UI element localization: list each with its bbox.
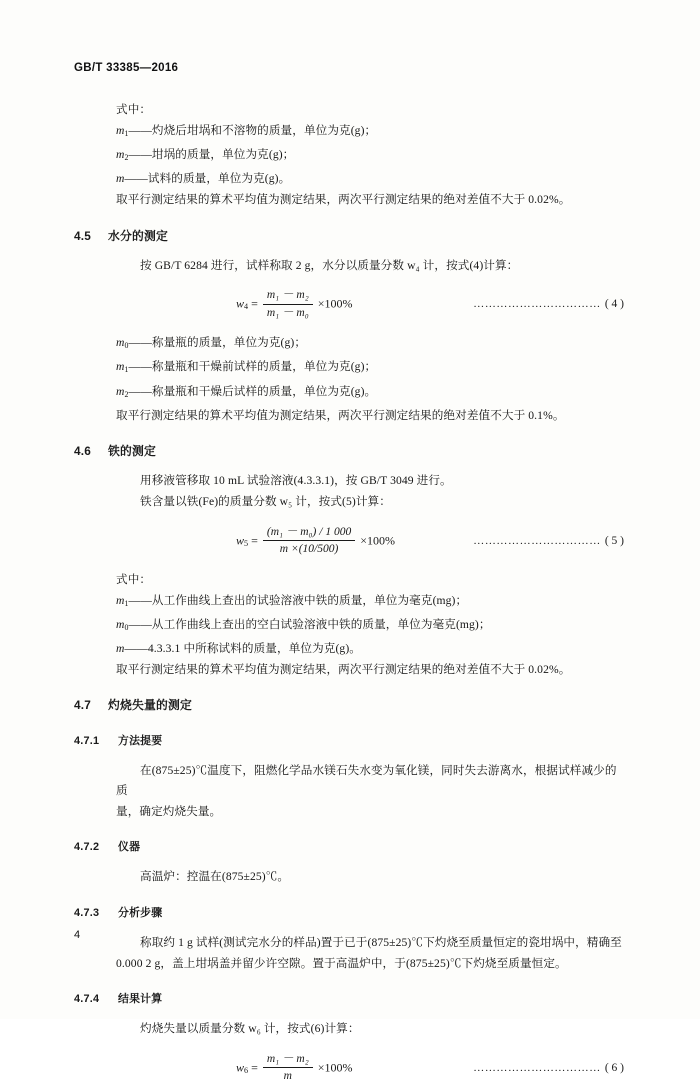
symbol-definition-m2-a bbox=[116, 145, 624, 168]
equation-row-6 bbox=[116, 1052, 624, 1084]
symbol-subscript: 2 bbox=[124, 389, 129, 399]
symbol-subscript: 2 bbox=[124, 153, 129, 163]
paragraph-4-7-4-1: 灼烧失量以质量分数 w₆ 计，按式(6)计算： bbox=[140, 1022, 360, 1036]
definition-text: ——灼烧后坩埚和不溶物的质量，单位为克(g)； bbox=[128, 124, 377, 137]
equation-4 bbox=[236, 288, 353, 320]
section-title: 结果计算 bbox=[118, 993, 163, 1006]
document-body bbox=[74, 100, 630, 1084]
section-number: 4.7.2 bbox=[74, 841, 100, 854]
equation-lhs-subscript: 6 bbox=[244, 1065, 249, 1075]
equation-lhs: w bbox=[236, 533, 245, 548]
symbol-m: m bbox=[116, 593, 125, 607]
section-title: 水分的测定 bbox=[108, 228, 168, 243]
symbol-m: m bbox=[116, 336, 125, 350]
paragraph-4-7-1-2: 量，确定灼烧失量。 bbox=[116, 804, 222, 818]
fraction-4 bbox=[263, 288, 313, 320]
symbol-definition-m-c bbox=[116, 639, 624, 659]
equation-number-5: ( 5 ) bbox=[604, 534, 624, 547]
symbol-m: m bbox=[116, 360, 125, 374]
section-title: 仪器 bbox=[118, 841, 141, 854]
equation-lhs: w bbox=[236, 296, 245, 311]
section-title: 铁的测定 bbox=[108, 444, 156, 459]
section-number: 4.7 bbox=[74, 698, 91, 713]
section-number: 4.6 bbox=[74, 444, 91, 459]
paragraph-4-5-1: 按 GB/T 6284 进行，试样称取 2 g，水分以质量分数 w₄ 计，按式(4)计算： bbox=[140, 258, 519, 272]
section-heading-4-7-2 bbox=[74, 838, 624, 857]
definition-text: ——称量瓶和干燥前试样的质量，单位为克(g)； bbox=[128, 360, 377, 374]
where-label-2: 式中： bbox=[116, 572, 152, 586]
symbol-m: m bbox=[116, 641, 125, 655]
symbol-m: m bbox=[116, 172, 125, 186]
fraction-6 bbox=[263, 1052, 313, 1084]
equation-tail: ×100% bbox=[360, 533, 395, 548]
paragraph-4-6-2: 铁含量以铁(Fe)的质量分数 w₅ 计，按式(5)计算： bbox=[140, 495, 391, 509]
equation-5 bbox=[236, 525, 395, 557]
section-heading-4-7 bbox=[74, 696, 624, 715]
definition-text: ——4.3.3.1 中所称试料的质量，单位为克(g)。 bbox=[124, 641, 361, 655]
equals-sign: = bbox=[251, 296, 258, 311]
section-number: 4.7.4 bbox=[74, 993, 100, 1006]
paragraph-4-7-1-1: 在(875±25)℃温度下，阻燃化学品水镁石失水变为氧化镁，同时失去游离水，根据试样减少的质 bbox=[116, 764, 617, 797]
equals-sign: = bbox=[251, 533, 258, 548]
section-number: 4.7.1 bbox=[74, 735, 100, 748]
page-number: 4 bbox=[74, 929, 81, 941]
fraction-5 bbox=[263, 525, 355, 557]
fraction-numerator: m₁ － m₂ bbox=[263, 288, 313, 304]
symbol-definition-m1-b bbox=[116, 357, 624, 380]
section-title: 方法提要 bbox=[118, 735, 163, 748]
page-header: GB/T 33385—2016 bbox=[74, 62, 179, 74]
section-heading-4-7-3 bbox=[74, 904, 624, 923]
paragraph-4-7-3-1: 称取约 1 g 试样(测试完水分的样品)置于已于(875±25)℃下灼烧至质量恒定的瓷坩埚中，精确至 bbox=[140, 935, 622, 949]
equation-lhs: w bbox=[236, 1060, 245, 1075]
symbol-m: m bbox=[116, 148, 125, 162]
symbol-definition-m0-c bbox=[116, 615, 624, 638]
leader-dots-4: …………………………… bbox=[473, 298, 601, 311]
section-number: 4.7.3 bbox=[74, 906, 100, 919]
definition-text: ——试料的质量，单位为克(g)。 bbox=[124, 172, 291, 186]
equation-row-5 bbox=[116, 525, 624, 557]
symbol-subscript: 0 bbox=[124, 622, 129, 632]
symbol-definition-m1-c bbox=[116, 591, 624, 614]
symbol-subscript: 1 bbox=[124, 365, 129, 375]
equation-tail: ×100% bbox=[317, 296, 353, 311]
definition-text: ——称量瓶的质量，单位为克(g)； bbox=[128, 336, 307, 350]
symbol-definition-m1-a bbox=[116, 121, 624, 144]
definition-text: ——坩埚的质量，单位为克(g)； bbox=[128, 148, 295, 162]
paragraph-4-7-3-2: 0.000 2 g，盖上坩埚盖并留少许空隙。置于高温炉中，于(875±25)℃下灼烧至质量恒定。 bbox=[116, 956, 567, 970]
equation-number-6: ( 6 ) bbox=[604, 1061, 624, 1074]
symbol-m: m bbox=[116, 124, 125, 137]
section-heading-4-7-1 bbox=[74, 732, 624, 751]
average-note-3: 取平行测定结果的算术平均值为测定结果，两次平行测定结果的绝对差值不大于 0.02%。 bbox=[116, 662, 571, 676]
section-heading-4-7-4 bbox=[74, 990, 624, 1009]
equation-tail: ×100% bbox=[317, 1060, 353, 1075]
where-label-1: 式中： bbox=[116, 103, 152, 116]
symbol-definition-m0-b bbox=[116, 333, 624, 356]
leader-dots-5: …………………………… bbox=[473, 534, 601, 547]
symbol-subscript: 0 bbox=[124, 341, 129, 351]
average-note-1: 取平行测定结果的算术平均值为测定结果，两次平行测定结果的绝对差值不大于 0.02%。 bbox=[116, 193, 571, 207]
definition-text: ——称量瓶和干燥后试样的质量，单位为克(g)。 bbox=[128, 384, 377, 398]
section-heading-4-6 bbox=[74, 442, 624, 461]
equation-lhs-subscript: 5 bbox=[244, 538, 249, 548]
equation-lhs-subscript: 4 bbox=[244, 302, 249, 312]
section-title: 分析步骤 bbox=[118, 906, 163, 919]
leader-dots-6: …………………………… bbox=[473, 1061, 601, 1074]
equation-row-4 bbox=[116, 288, 624, 320]
section-title: 灼烧失量的测定 bbox=[108, 698, 192, 713]
equation-6 bbox=[236, 1052, 353, 1084]
symbol-m: m bbox=[116, 617, 125, 631]
symbol-subscript: 1 bbox=[124, 598, 129, 608]
section-heading-4-5 bbox=[74, 227, 624, 246]
fraction-numerator: (m₁ － m₀) / 1 000 bbox=[263, 525, 355, 541]
fraction-numerator: m₁ － m₂ bbox=[263, 1052, 313, 1068]
section-number: 4.5 bbox=[74, 228, 91, 243]
symbol-definition-m2-b bbox=[116, 382, 624, 405]
symbol-m: m bbox=[116, 384, 125, 398]
paragraph-4-6-1: 用移液管移取 10 mL 试验溶液(4.3.3.1)，按 GB/T 3049 进行。 bbox=[140, 474, 452, 488]
definition-text: ——从工作曲线上查出的空白试验溶液中铁的质量，单位为毫克(mg)； bbox=[128, 617, 491, 631]
average-note-2: 取平行测定结果的算术平均值为测定结果，两次平行测定结果的绝对差值不大于 0.1%。 bbox=[116, 408, 565, 422]
equals-sign: = bbox=[251, 1060, 258, 1075]
symbol-definition-m-a bbox=[116, 169, 624, 189]
fraction-denominator: m ×(10/500) bbox=[279, 543, 339, 556]
symbol-subscript: 1 bbox=[124, 129, 129, 139]
paragraph-4-7-2-1: 高温炉：控温在(875±25)℃。 bbox=[140, 870, 290, 884]
equation-number-4: ( 4 ) bbox=[604, 298, 624, 311]
definition-text: ——从工作曲线上查出的试验溶液中铁的质量，单位为毫克(mg)； bbox=[128, 593, 468, 607]
fraction-denominator: m₁ － m₀ bbox=[266, 306, 309, 319]
fraction-denominator: m bbox=[283, 1070, 292, 1083]
